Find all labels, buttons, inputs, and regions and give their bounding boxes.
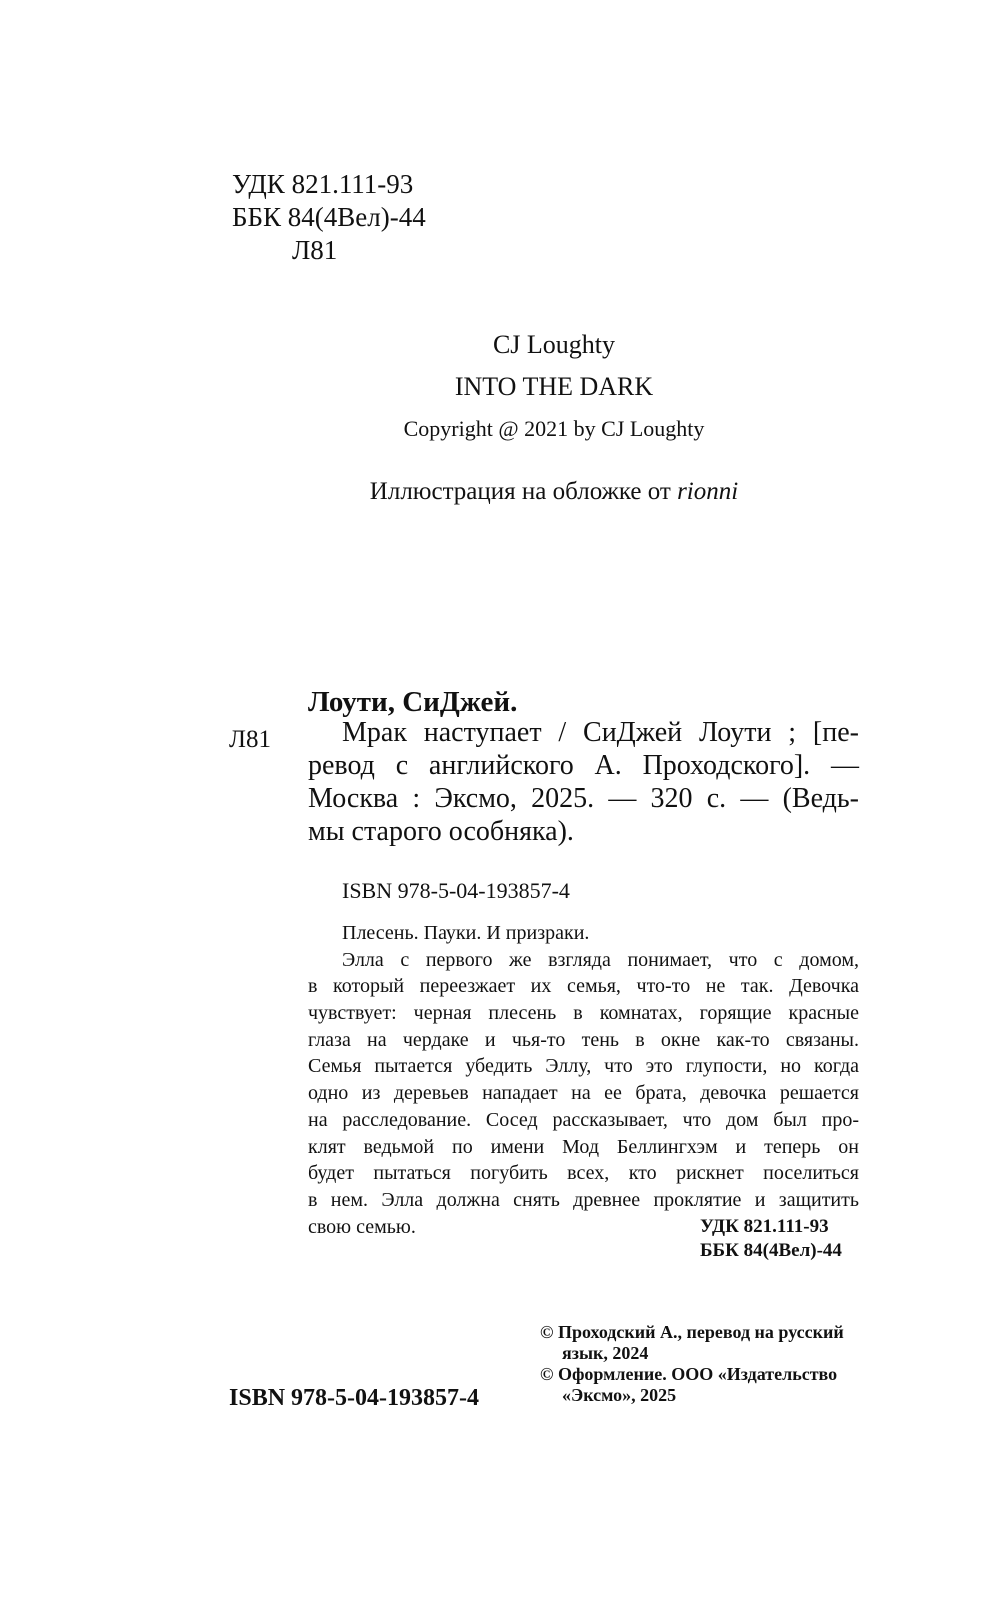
author-heading: Лоути, СиДжей. <box>308 686 518 718</box>
annotation <box>308 920 859 1240</box>
design-copyright-cont: «Эксмо», 2025 <box>562 1385 677 1405</box>
isbn-bottom: ISBN 978-5-04-193857-4 <box>229 1385 479 1411</box>
translation-copyright-cont: язык, 2024 <box>562 1343 649 1363</box>
original-title: INTO THE DARK <box>454 372 654 401</box>
bbk-code: ББК 84(4Вел)-44 <box>700 1240 842 1261</box>
design-copyright: © Оформление. ООО «Издательство <box>540 1364 838 1384</box>
bbk-code: ББК 84(4Вел)-44 <box>232 202 426 232</box>
annotation-line: одно из деревьев нападает на ее брата, девочка решается <box>308 1082 859 1105</box>
udk-code: УДК 821.111-93 <box>232 169 414 199</box>
description-line: Москва : Эксмо, 2025. — 320 с. — (Ведь- <box>308 783 859 814</box>
annotation-line: свою семью. <box>308 1215 416 1238</box>
isbn-record: ISBN 978-5-04-193857-4 <box>342 878 570 903</box>
description-line: мы старого особняка). <box>308 816 574 847</box>
original-copyright: Copyright @ 2021 by CJ Loughty <box>403 416 705 441</box>
cover-illustration-credit <box>0 478 1000 506</box>
annotation-line: глаза на чердаке и чья-то тень в окне как-то связаны. <box>308 1028 859 1051</box>
classification-top <box>232 168 426 267</box>
classification-bottom <box>700 1215 842 1263</box>
description-line: Мрак наступает / СиДжей Лоути ; [пе- <box>342 717 859 748</box>
translation-copyright: © Проходский А., перевод на русский <box>540 1322 844 1342</box>
annotation-line: Элла с первого же взгляда понимает, что с домом, <box>342 948 859 971</box>
annotation-line: в нем. Элла должна снять древнее проклятие и защитить <box>308 1188 859 1211</box>
annotation-line: чувствует: черная плесень в комнатах, горящие красные <box>308 1002 859 1025</box>
annotation-line: Плесень. Пауки. И призраки. <box>342 922 590 944</box>
annotation-line: в который переезжает их семья, что-то не так. Девочка <box>308 975 859 998</box>
author-sign-cipher: Л81 <box>229 726 271 753</box>
author-sign: Л81 <box>292 235 338 265</box>
annotation-line: будет пытаться погубить всех, кто рискнет поселиться <box>308 1162 859 1185</box>
annotation-line: на расследование. Сосед рассказывает, что дом был про- <box>308 1108 859 1131</box>
annotation-line: клят ведьмой по имени Мод Беллингхэм и теперь он <box>308 1135 859 1158</box>
original-author: CJ Loughty <box>492 330 616 359</box>
copyright-notices <box>540 1322 844 1406</box>
bibliographic-description <box>308 716 859 848</box>
description-line: ревод с английского А. Проходского]. — <box>308 750 859 781</box>
udk-code: УДК 821.111-93 <box>700 1216 829 1237</box>
illustrator-name: rionni <box>677 478 739 505</box>
annotation-line: Семья пытается убедить Эллу, что это глупости, но когда <box>308 1055 859 1078</box>
illustration-prefix: Иллюстрация на обложке от <box>369 478 671 505</box>
